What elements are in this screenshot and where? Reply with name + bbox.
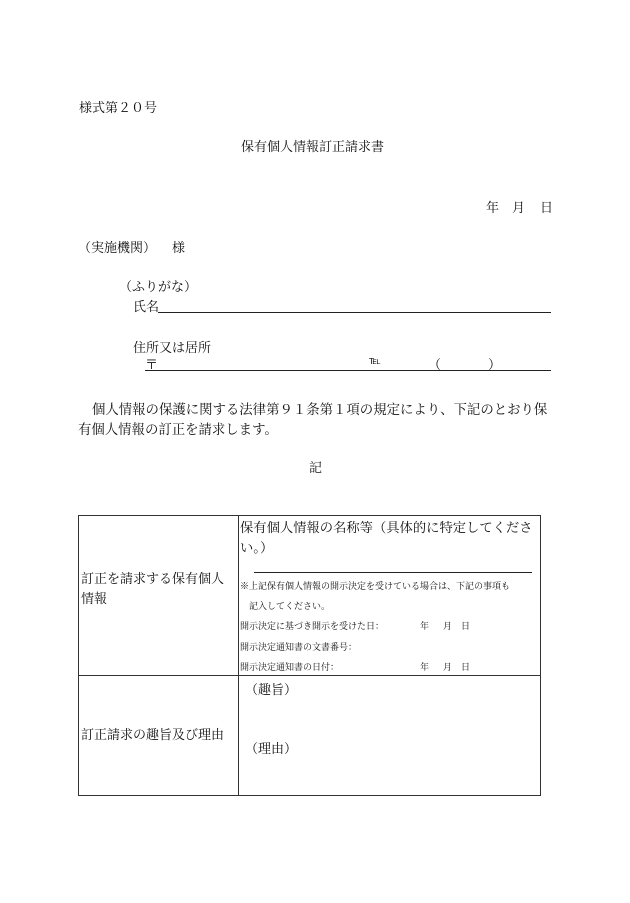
address-label: 住所又は居所: [133, 341, 212, 356]
notice-date-year: 年: [420, 663, 430, 673]
info-name-line[interactable]: [254, 572, 532, 573]
note-line1: ※上記保有個人情報の開示決定を受けている場合は、下記の事項も: [240, 582, 511, 592]
note-line2: 記入してください。: [249, 602, 331, 612]
tel-paren-open: （: [428, 358, 442, 373]
reason-label: 訂正請求の趣旨及び理由: [81, 727, 225, 743]
info-label-line2: 情報: [81, 591, 108, 607]
notice-date-label: 開示決定通知書の日付：: [240, 663, 340, 673]
info-heading-line2: い。）: [240, 541, 274, 556]
table-row-info: [79, 516, 541, 676]
addressee-suffix: 様: [172, 241, 186, 256]
body-text-line1: 個人情報の保護に関する法律第９１条第１項の規定により、下記のとおり保: [92, 403, 548, 418]
addressee-org: （実施機関）: [78, 241, 157, 256]
reason-content-cell[interactable]: [239, 676, 541, 796]
body-text-line2: 有個人情報の訂正を請求します。: [78, 423, 278, 438]
name-label: 氏名: [133, 300, 160, 315]
disclosure-date-year: 年: [420, 622, 430, 632]
reason-sub-label: （理由）: [245, 742, 298, 757]
ki-heading: 記: [309, 461, 323, 476]
postal-mark: 〒: [145, 358, 159, 373]
disclosure-date-day: 日: [461, 622, 471, 632]
form-number: 様式第２０号: [79, 101, 158, 116]
tel-label: ℡: [369, 354, 381, 367]
info-heading-line1: 保有個人情報の名称等（具体的に特定してくださ: [240, 521, 533, 536]
disclosure-date-label: 開示決定に基づき開示を受けた日：: [240, 622, 385, 632]
name-field-line[interactable]: [158, 312, 551, 313]
disclosure-date-month: 月: [443, 622, 453, 632]
table-row-reason: [79, 676, 541, 796]
notice-date-month: 月: [443, 663, 453, 673]
tel-paren-close: ）: [488, 358, 502, 373]
address-field-line[interactable]: [145, 370, 551, 371]
info-label-cell: [79, 516, 239, 676]
doc-number-label: 開示決定通知書の文書番号：: [240, 643, 358, 653]
reason-label-cell: [79, 676, 239, 796]
date-year: 年: [486, 201, 500, 216]
date-month: 月: [512, 201, 526, 216]
page-title: 保有個人情報訂正請求書: [241, 140, 385, 155]
info-content-cell[interactable]: [239, 516, 541, 676]
date-day: 日: [540, 201, 554, 216]
info-label-line1: 訂正を請求する保有個人: [81, 571, 225, 587]
furigana-label: （ふりがな）: [119, 280, 198, 295]
request-table: [78, 515, 541, 796]
purpose-label: （趣旨）: [245, 683, 298, 698]
notice-date-day: 日: [461, 663, 471, 673]
